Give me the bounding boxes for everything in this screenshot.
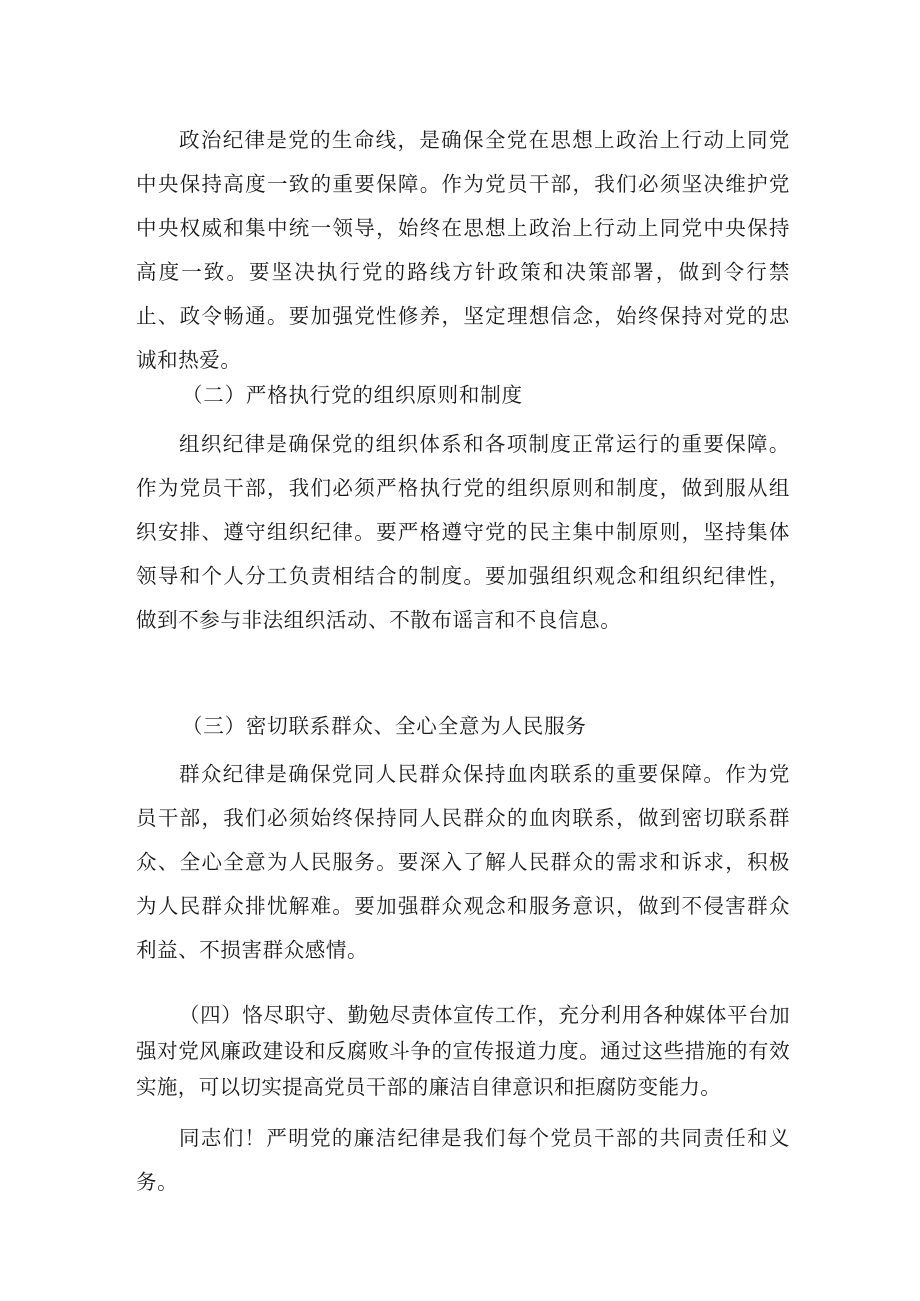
paragraph-mass-discipline: 群众纪律是确保党同人民群众保持血肉联系的重要保障。作为党员干部，我们必须始终保持同人民群众的血肉联系，做到密切联系群众、全心全意为人民服务。要深入了解人民群众的需求和诉求，积极为人民群众排忧解难。要加强群众观念和服务意识，做到不侵害群众利益、不损害群众感情。	[136, 762, 790, 962]
paragraph-section-4: （四）恪尽职守、勤勉尽责体宣传工作，充分利用各种媒体平台加强对党风廉政建设和反腐败斗争的宣传报道力度。通过这些措施的有效实施，可以切实提高党员干部的廉洁自律意识和拒腐防变能力。	[136, 1003, 790, 1099]
section-heading-3: （三）密切联系群众、全心全意为人民服务	[182, 714, 587, 738]
paragraph-political-discipline: 政治纪律是党的生命线，是确保全党在思想上政治上行动上同党中央保持高度一致的重要保障。作为党员干部，我们必须坚决维护党中央权威和集中统一领导，始终在思想上政治上行动上同党中央保持高度一致。要坚决执行党的路线方针政策和决策部署，做到令行禁止、政令畅通。要加强党性修养，坚定理想信念，始终保持对党的忠诚和热爱。	[136, 128, 790, 372]
paragraph-organizational-discipline: 组织纪律是确保党的组织体系和各项制度正常运行的重要保障。作为党员干部，我们必须严格执行党的组织原则和制度，做到服从组织安排、遵守组织纪律。要严格遵守党的民主集中制原则，坚持集体领导和个人分工负责相结合的制度。要加强组织观念和组织纪律性，做到不参与非法组织活动、不散布谣言和不良信息。	[136, 432, 790, 632]
section-heading-2: （二）严格执行党的组织原则和制度	[182, 383, 523, 407]
paragraph-closing: 同志们！严明党的廉洁纪律是我们每个党员干部的共同责任和义务。	[136, 1126, 790, 1194]
